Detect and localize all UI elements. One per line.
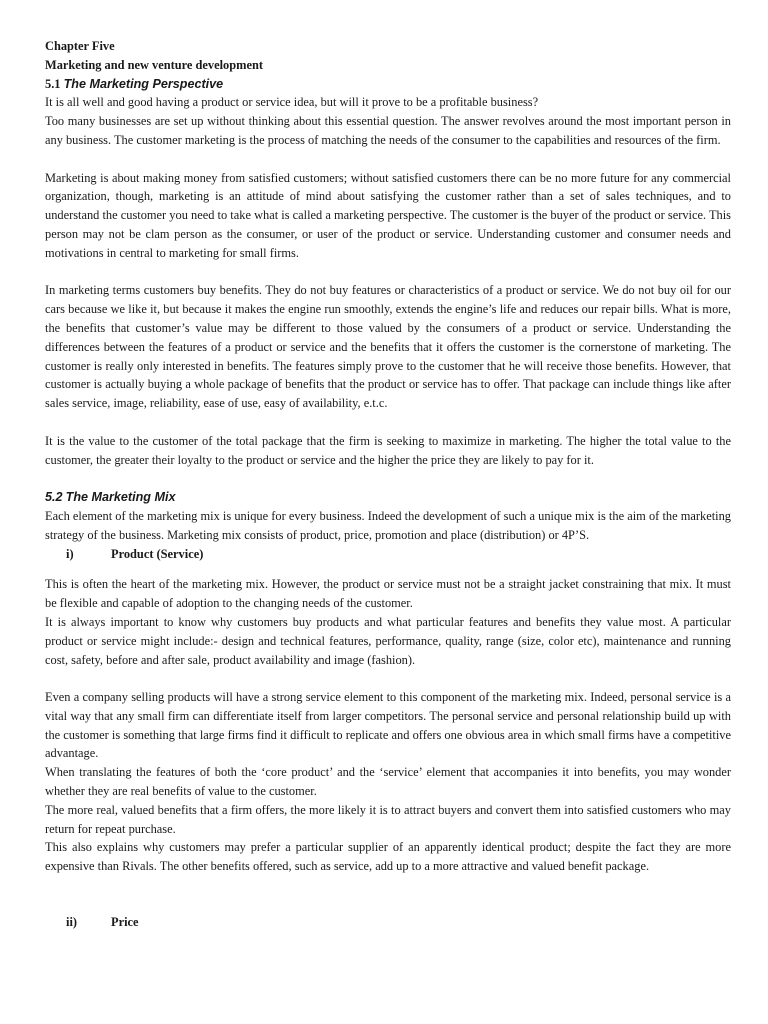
subheading-label: Price [111, 915, 139, 930]
section-heading-5-1 [45, 75, 731, 94]
paragraph: It is the value to the customer of the total package that the firm is seeking to maximize in marketing. The higher the total value to the customer, the greater their loyalty to the product or service and the higher the price they are likely to pay for it. [45, 433, 731, 467]
paragraph: It is all well and good having a product or service idea, but will it prove to be a profitable business? [45, 95, 539, 110]
paragraph: Even a company selling products will have a strong service element to this component of the marketing mix. Indeed, personal service is a vital way that any small firm can differentiate itself from larger competitors. The personal service and personal relationship build up with the customer is something that large firms find it difficult to replicate and offers one obvious area in which small firms have a competitive advantage. [45, 690, 731, 761]
paragraph: Too many businesses are set up without thinking about this essential question. The answer revolves around the most important person in any business. The customer marketing is the process of matching the needs of the consumer to the capabilities and resources of the firm. [45, 114, 731, 147]
section-heading-5-2 [45, 488, 731, 507]
paragraph: This also explains why customers may prefer a particular supplier of an apparently identical product; despite the fact they are more expensive than Rivals. The other benefits offered, such as service, add up to a more attractive and valued benefit package. [45, 840, 731, 874]
chapter-label: Chapter Five [45, 39, 115, 53]
paragraph: The more real, valued benefits that a firm offers, the more likely it is to attract buyers and convert them into satisfied customers who may return for repeat purchase. [45, 802, 731, 836]
paragraph: It is always important to know why customers buy products and what particular features and benefits they value most. A particular product or service might include:- design and technical features, performance, quality, range (size, color etc), maintenance and running cost, safety, before and after sale, product availability and image (fashion). [45, 614, 731, 667]
section-title: The Marketing Mix [65, 490, 176, 505]
section-title: The Marketing Perspective [63, 76, 224, 91]
subheading-label: Product (Service) [111, 546, 204, 561]
paragraph: Each element of the marketing mix is unique for every business. Indeed the development of such a unique mix is the aim of the marketing strategy of the business. Marketing mix consists of product, price, promotion and place (distribution) or 4P’S. [45, 508, 731, 542]
section-number: 5.2 [45, 490, 63, 505]
section-number: 5.1 [45, 76, 61, 91]
paragraph: This is often the heart of the marketing mix. However, the product or service must not be a straight jacket constraining that mix. It must be flexible and capable of adoption to the changing needs of the customer. [45, 577, 731, 611]
document-page [45, 37, 731, 932]
paragraph: When translating the features of both the ‘core product’ and the ‘service’ element that accompanies it into benefits, you may wonder whether they are real benefits of value to the customer. [45, 765, 731, 799]
subheading-number: i) [66, 546, 74, 561]
paragraph: In marketing terms customers buy benefits. They do not buy features or characteristics of a product or service. We do not buy oil for our cars because we like it, but because it makes the engine run smoothly, extends the engine’s life and reduces our repair bills. What is more, the benefits that customer’s value may be different to those valued by the consumers of a product or service. Understanding the differences between the features of a product or service and the benefits that it offers the customer is the cornerstone of marketing. The customer is really only interested in benefits. The features simply prove to the customer that he will receive those benefits. However, that customer is actually buying a whole package of benefits that the product or service has to offer. That package can include things like after sales service, image, reliability, ease of use, easy of availability, e.t.c. [45, 283, 731, 411]
subheading-number: ii) [66, 915, 78, 930]
paragraph: Marketing is about making money from satisfied customers; without satisfied customers there can be no more future for any commercial organization, though, marketing is an attitude of mind about satisfying the customer rather than a set of sales techniques, and to understand the customer you need to take what is called a marketing perspective. The customer is the buyer of the product or service. This person may not be clam person as the consumer, or user of the product or service. Understanding customer and consumer needs and motivations in central to marketing for small firms. [45, 170, 731, 260]
subheading-product [45, 545, 731, 564]
subheading-price [45, 913, 731, 932]
chapter-title: Marketing and new venture development [45, 57, 263, 72]
